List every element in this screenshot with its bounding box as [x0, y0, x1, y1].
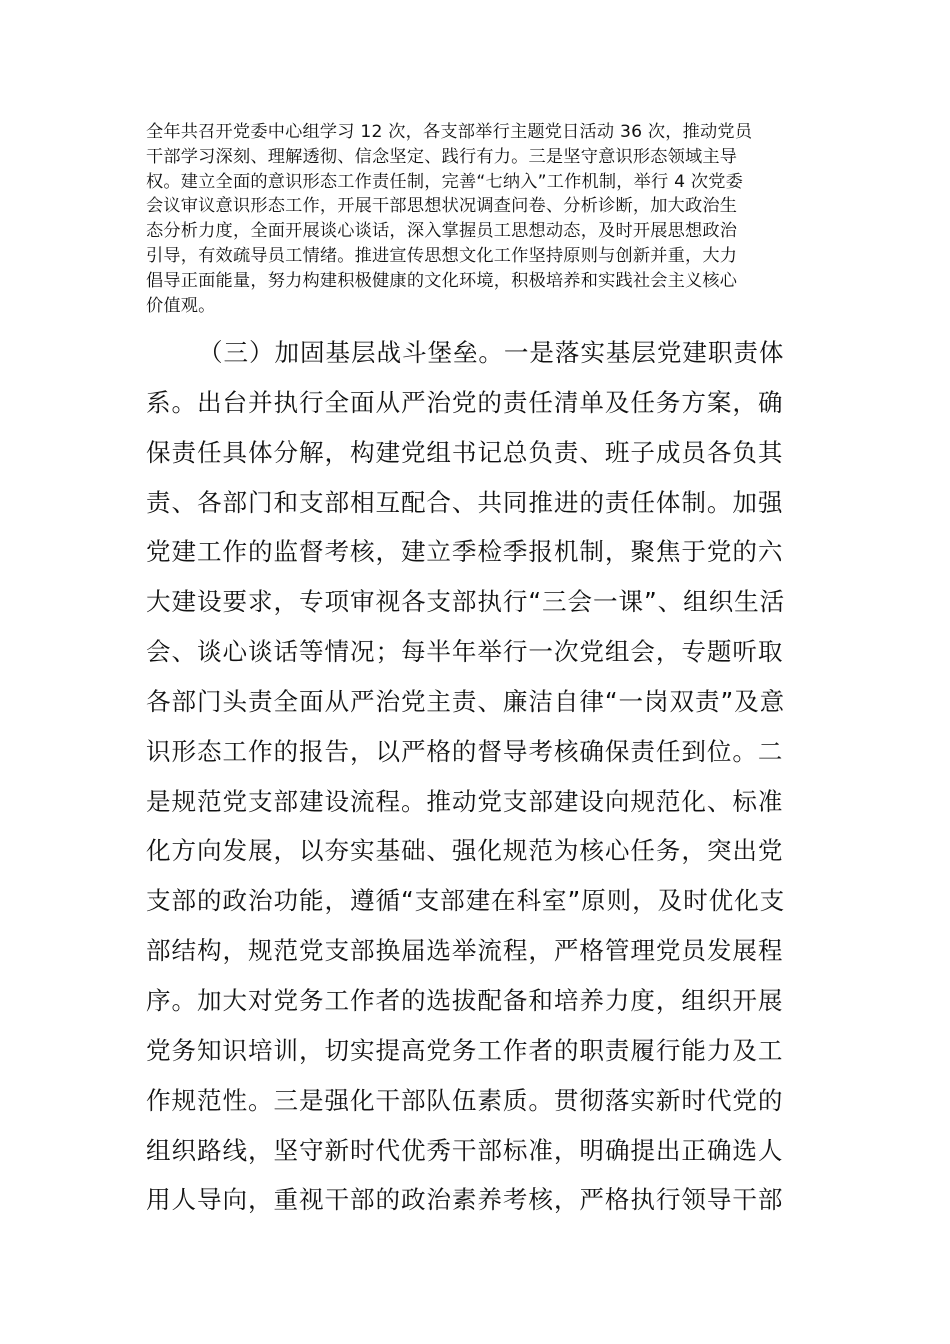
intro-line: 态分析力度，全面开展谈心谈话，深入掌握员工思想动态，及时开展思想政治	[146, 221, 738, 242]
intro-line: 权。建立全面的意识形态工作责任制，完善“七纳入”工作机制，举行 4 次党委	[146, 171, 744, 192]
section-line: 党务知识培训，切实提高党务工作者的职责履行能力及工	[146, 1035, 784, 1065]
section-line: 大建设要求，专项审视各支部执行“三会一课”、组织生活	[146, 587, 786, 617]
section-line: 作规范性。三是强化干部队伍素质。贯彻落实新时代党的	[146, 1085, 784, 1115]
section-line: 序。加大对党务工作者的选拔配备和培养力度，组织开展	[146, 985, 784, 1015]
section-line: 识形态工作的报告，以严格的督导考核确保责任到位。二	[146, 736, 784, 766]
intro-line: 引导，有效疏导员工情绪。推进宣传思想文化工作坚持原则与创新并重，大力	[146, 245, 738, 266]
section-line: 各部门头责全面从严治党主责、廉洁自律“一岗双责”及意	[146, 686, 786, 716]
intro-line: 会议审议意识形态工作，开展干部思想状况调查问卷、分析诊断，加大政治生	[146, 196, 738, 217]
intro-line: 全年共召开党委中心组学习 12 次，各支部举行主题党日活动 36 次，推动党员	[146, 122, 753, 142]
section-line: 支部的政治功能，遵循“支部建在科室”原则，及时优化支	[146, 886, 786, 916]
section-line: 会、谈心谈话等情况；每半年举行一次党组会，专题听取	[146, 637, 784, 667]
section-line: 党建工作的监督考核，建立季检季报机制，聚焦于党的六	[146, 537, 784, 567]
section-line: 用人导向，重视干部的政治素养考核，严格执行领导干部	[146, 1185, 784, 1215]
intro-paragraph	[146, 120, 806, 318]
section-line: 责、各部门和支部相互配合、共同推进的责任体制。加强	[146, 487, 784, 517]
intro-line: 价值观。	[146, 295, 216, 316]
section-line: 是规范党支部建设流程。推动党支部建设向规范化、标准	[146, 786, 784, 816]
section-line: 部结构，规范党支部换届选举流程，严格管理党员发展程	[146, 936, 784, 966]
section-line: 保责任具体分解，构建党组书记总负责、班子成员各负其	[146, 437, 784, 467]
intro-line: 倡导正面能量，努力构建积极健康的文化环境，积极培养和实践社会主义核心	[146, 270, 738, 291]
section-paragraph	[146, 328, 794, 1225]
section-line: 系。出台并执行全面从严治党的责任清单及任务方案，确	[146, 387, 784, 417]
section-line: 组织路线，坚守新时代优秀干部标准，明确提出正确选人	[146, 1135, 784, 1165]
section-line-heading: （三）加固基层战斗堡垒。一是落实基层党建职责体	[198, 338, 785, 367]
intro-line: 干部学习深刻、理解透彻、信念坚定、践行有力。三是坚守意识形态领域主导	[146, 146, 738, 167]
section-line: 化方向发展，以夯实基础、强化规范为核心任务，突出党	[146, 836, 784, 866]
